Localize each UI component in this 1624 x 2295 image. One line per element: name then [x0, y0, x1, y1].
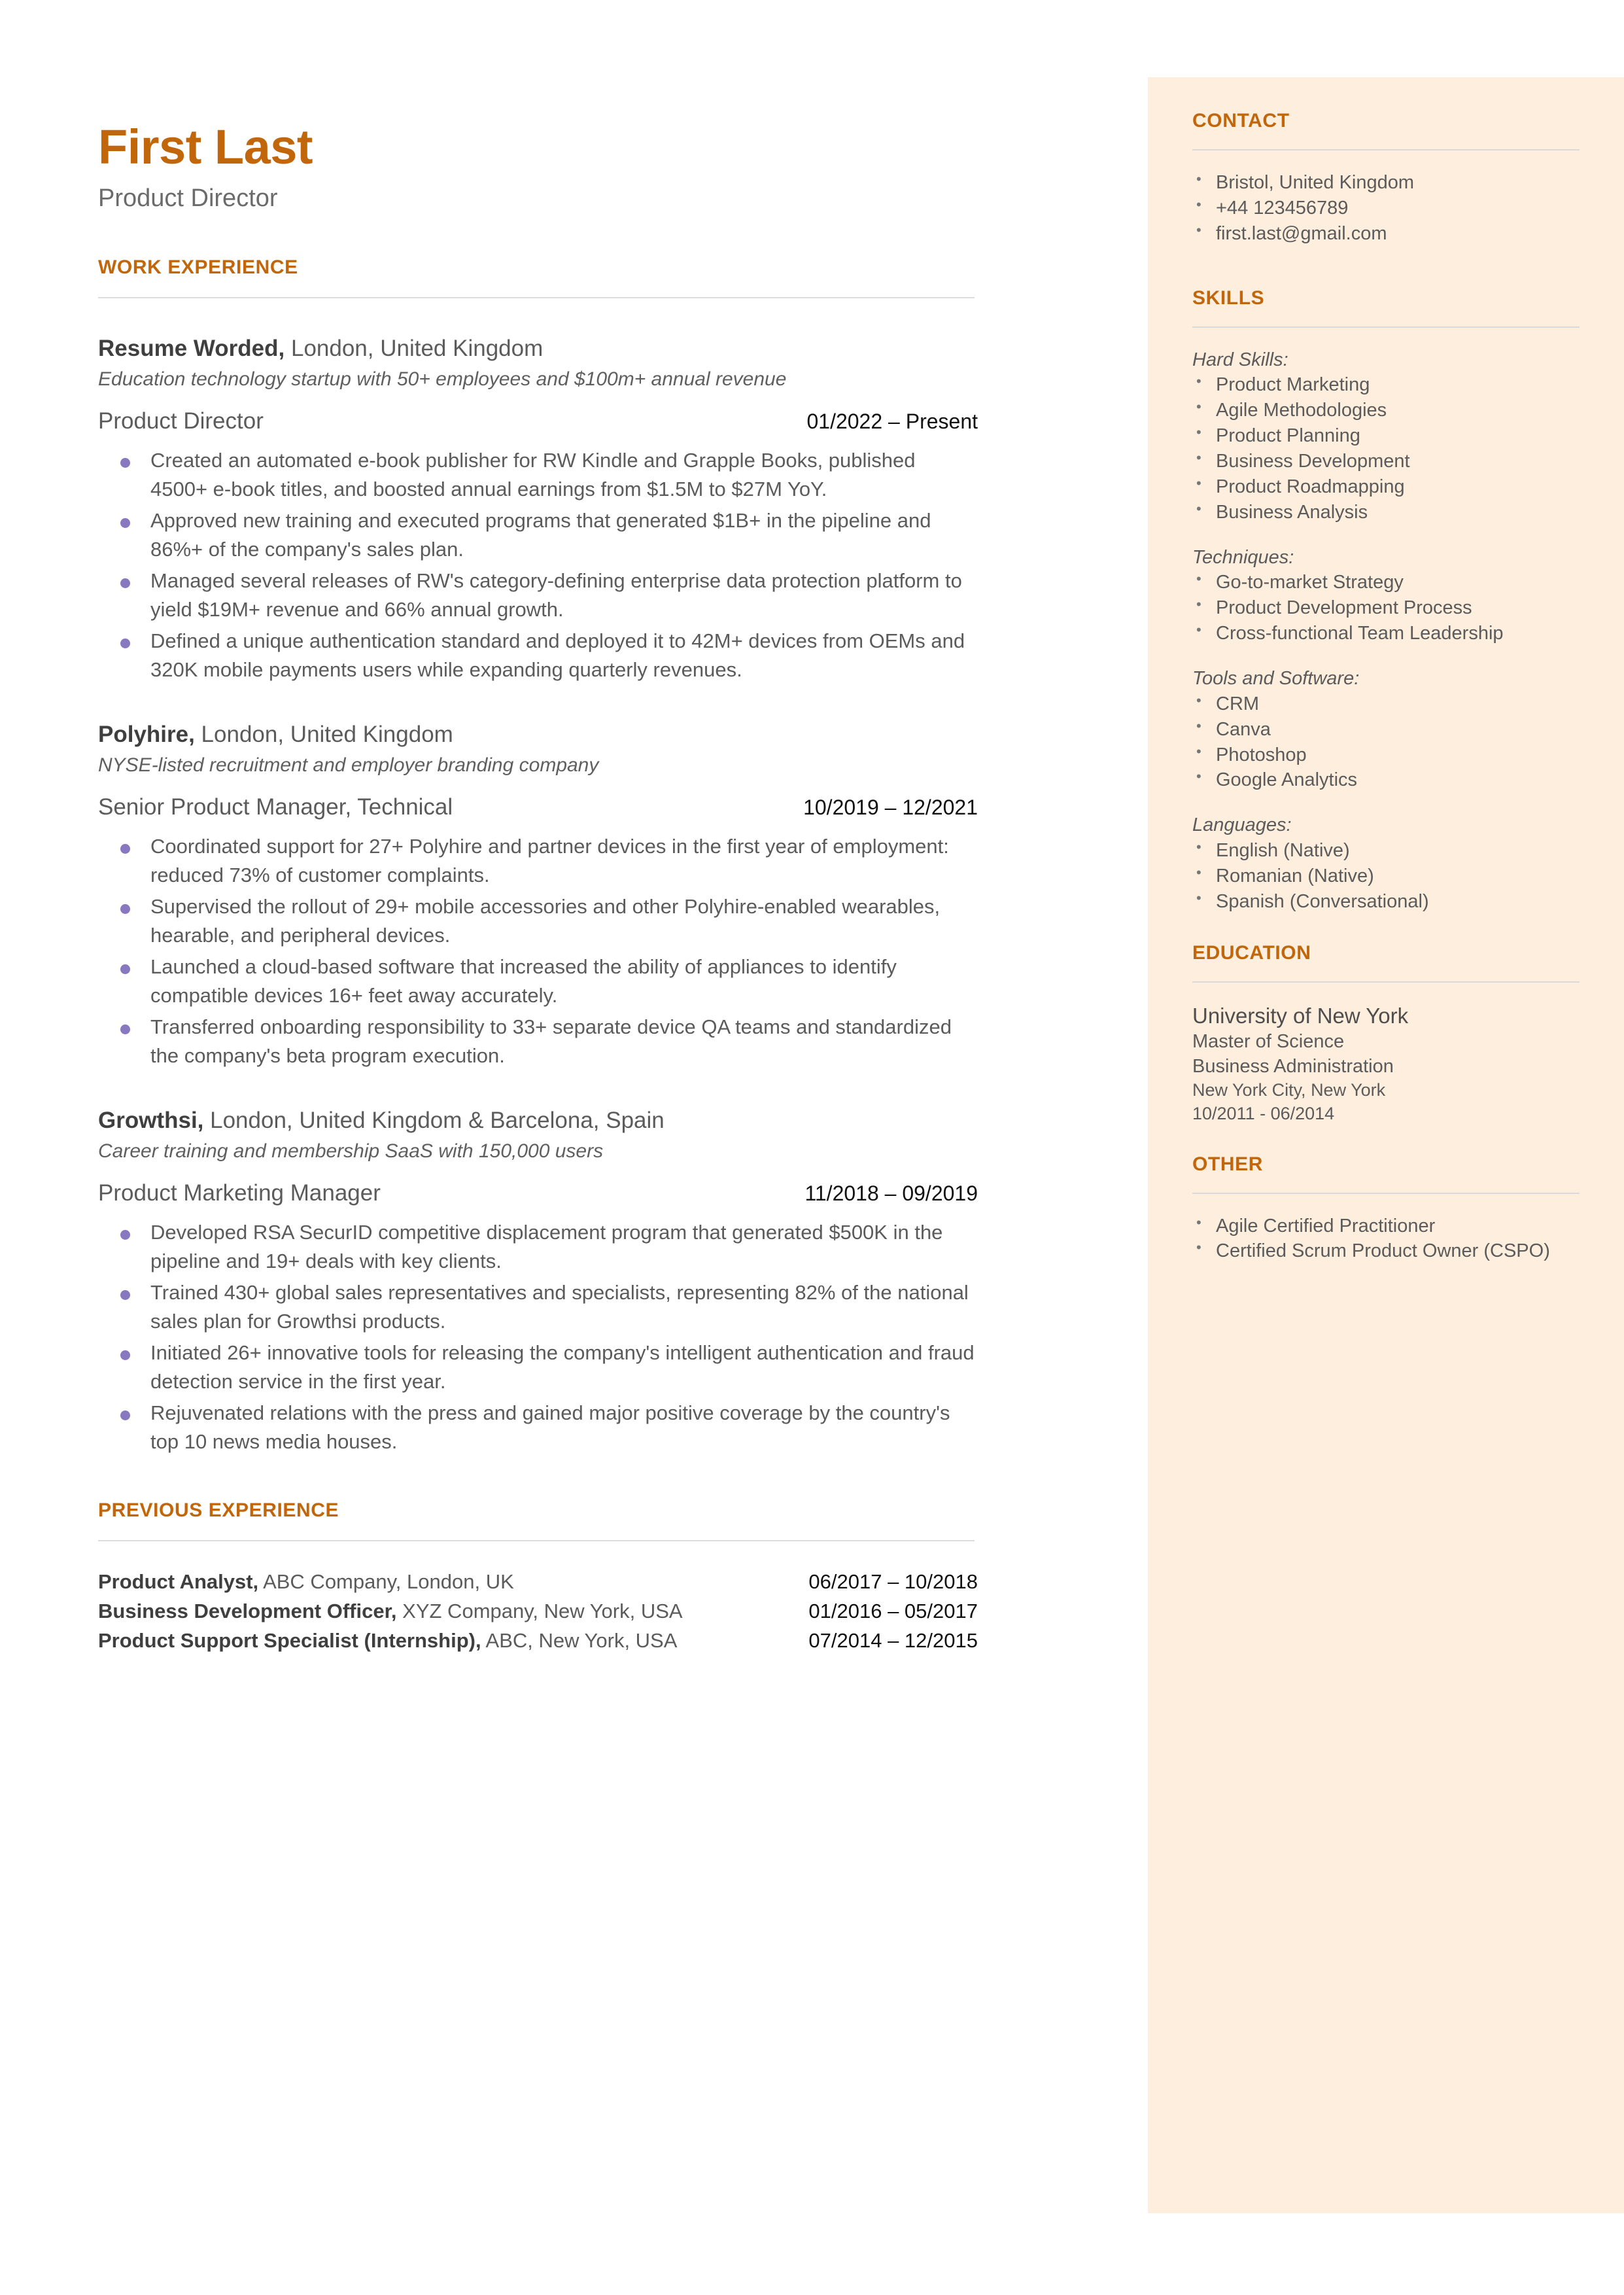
job-company-name: Resume Worded, — [98, 336, 285, 361]
job-bullet: Approved new training and executed programs that generated $1B+ in the pipeline and 86%+ of the company's sales plan. — [98, 506, 978, 564]
skills-group-list — [1192, 372, 1580, 525]
previous-role-text — [98, 1597, 683, 1626]
previous-role-title: Product Support Specialist (Internship), — [98, 1629, 481, 1653]
main-column — [98, 0, 978, 1656]
previous-role-detail: ABC, New York, USA — [481, 1629, 678, 1653]
previous-experience-heading: PREVIOUS EXPERIENCE — [98, 1499, 339, 1522]
previous-role-row — [98, 1626, 978, 1656]
job-bullet: Rejuvenated relations with the press and gained major positive coverage by the country's top 10 news media houses. — [98, 1399, 978, 1456]
education-entry — [1192, 1002, 1580, 1126]
previous-role-title: Product Analyst, — [98, 1570, 259, 1594]
job-company-name: Polyhire, — [98, 722, 195, 748]
contact-heading: CONTACT — [1192, 110, 1290, 131]
job-bullet: Created an automated e-book publisher for RW Kindle and Grapple Books, published 4500+ e-book titles, and boosted annual earnings from $1.5M to $27M YoY. — [98, 446, 978, 504]
skills-group-list — [1192, 692, 1580, 793]
job-list — [98, 335, 978, 1456]
job-bullet: Developed RSA SecurID competitive displacement program that generated $500K in the pipeline and 19+ deals with key clients. — [98, 1218, 978, 1276]
other-list — [1192, 1214, 1580, 1265]
sidebar — [1148, 77, 1624, 2213]
education-degree: Master of Science — [1192, 1031, 1345, 1052]
job-title: Product Marketing Manager — [98, 1180, 381, 1206]
skills-group-label: Hard Skills: — [1192, 349, 1288, 370]
education-field: Business Administration — [1192, 1055, 1394, 1077]
role-subtitle: Product Director — [98, 184, 278, 212]
job-company-line — [98, 335, 978, 362]
job-title: Product Director — [98, 408, 264, 434]
skill-item: • Cross-functional Team Leadership — [1192, 621, 1580, 646]
job-title-row — [98, 794, 978, 820]
skill-item: • Spanish (Conversational) — [1192, 889, 1580, 915]
education-location: New York City, New York — [1192, 1080, 1386, 1100]
previous-role-row — [98, 1597, 978, 1626]
job-company-location: London, United Kingdom — [285, 336, 544, 361]
skills-groups — [1192, 347, 1580, 915]
job-entry — [98, 1107, 978, 1456]
contact-item: • +44 123456789 — [1192, 196, 1580, 221]
skill-item: • Product Roadmapping — [1192, 474, 1580, 500]
previous-roles-list — [98, 1568, 978, 1656]
contact-item: • first.last@gmail.com — [1192, 221, 1580, 247]
skill-item: • Product Marketing — [1192, 372, 1580, 398]
job-company-location: London, United Kingdom & Barcelona, Spain — [203, 1108, 665, 1134]
other-item: • Certified Scrum Product Owner (CSPO) — [1192, 1238, 1580, 1264]
previous-role-text — [98, 1568, 514, 1597]
job-bullet: Managed several releases of RW's category-defining enterprise data protection platform to yield $19M+ revenue and 66% annual growth. — [98, 567, 978, 624]
job-bullet-list — [98, 832, 978, 1070]
skill-item: • Product Planning — [1192, 423, 1580, 449]
job-bullet: Defined a unique authentication standard and deployed it to 42M+ devices from OEMs and 320K mobile payments users while expanding quarterly revenues. — [98, 627, 978, 684]
skills-heading: SKILLS — [1192, 287, 1265, 309]
job-bullet: Launched a cloud-based software that increased the ability of appliances to identify compatible devices 16+ feet away accurately. — [98, 953, 978, 1010]
job-title-row — [98, 1180, 978, 1206]
other-item: • Agile Certified Practitioner — [1192, 1214, 1580, 1239]
previous-role-detail: ABC Company, London, UK — [258, 1570, 514, 1594]
previous-role-title: Business Development Officer, — [98, 1600, 397, 1623]
skill-item: • Agile Methodologies — [1192, 398, 1580, 423]
skill-item: • Romanian (Native) — [1192, 864, 1580, 889]
work-experience-divider — [98, 297, 975, 298]
contact-item: • Bristol, United Kingdom — [1192, 170, 1580, 196]
job-company-name: Growthsi, — [98, 1108, 204, 1134]
job-title-row — [98, 408, 978, 434]
previous-role-row — [98, 1568, 978, 1597]
job-bullet: Trained 430+ global sales representatives and specialists, representing 82% of the national sales plan for Growthsi products. — [98, 1278, 978, 1336]
job-bullet: Initiated 26+ innovative tools for releasing the company's intelligent authentication and fraud detection service in the first year. — [98, 1339, 978, 1396]
skill-item: • English (Native) — [1192, 838, 1580, 864]
job-company-blurb: NYSE-listed recruitment and employer branding company — [98, 754, 599, 777]
education-school: University of New York — [1192, 1003, 1409, 1028]
job-bullet: Supervised the rollout of 29+ mobile accessories and other Polyhire-enabled wearables, hearable, and peripheral devices. — [98, 892, 978, 950]
skill-item: • Google Analytics — [1192, 767, 1580, 793]
job-entry — [98, 721, 978, 1070]
page-title: First Last — [98, 120, 313, 174]
skills-group-list — [1192, 838, 1580, 915]
job-company-line — [98, 721, 978, 748]
job-company-blurb: Career training and membership SaaS with 150,000 users — [98, 1140, 604, 1163]
skill-item: • Product Development Process — [1192, 595, 1580, 621]
skill-item: • Business Analysis — [1192, 500, 1580, 525]
other-heading: OTHER — [1192, 1153, 1263, 1175]
previous-role-detail: XYZ Company, New York, USA — [396, 1600, 683, 1623]
job-dates: 11/2018 – 09/2019 — [804, 1182, 978, 1206]
previous-role-dates: 07/2014 – 12/2015 — [808, 1629, 978, 1653]
skills-group-label: Techniques: — [1192, 546, 1294, 568]
contact-list — [1192, 170, 1580, 247]
previous-role-dates: 06/2017 – 10/2018 — [808, 1570, 978, 1594]
previous-role-dates: 01/2016 – 05/2017 — [808, 1600, 978, 1623]
job-company-line — [98, 1107, 978, 1134]
job-dates: 10/2019 – 12/2021 — [803, 796, 978, 820]
skill-item: • Business Development — [1192, 449, 1580, 474]
job-entry — [98, 335, 978, 684]
job-bullet: Coordinated support for 27+ Polyhire and partner devices in the first year of employment: reduced 73% of customer complaints. — [98, 832, 978, 890]
job-company-blurb: Education technology startup with 50+ employees and $100m+ annual revenue — [98, 368, 787, 390]
skill-item: • CRM — [1192, 692, 1580, 717]
skill-item: • Photoshop — [1192, 743, 1580, 768]
job-bullet-list — [98, 1218, 978, 1456]
skill-item: • Go-to-market Strategy — [1192, 570, 1580, 595]
skill-item: • Canva — [1192, 717, 1580, 743]
job-bullet: Transferred onboarding responsibility to 33+ separate device QA teams and standardized the company's beta program execution. — [98, 1013, 978, 1070]
work-experience-heading: WORK EXPERIENCE — [98, 256, 298, 278]
previous-role-text — [98, 1626, 677, 1656]
skills-group-label: Tools and Software: — [1192, 668, 1360, 690]
education-heading: EDUCATION — [1192, 941, 1311, 964]
job-bullet-list — [98, 446, 978, 684]
job-title: Senior Product Manager, Technical — [98, 794, 453, 820]
education-dates: 10/2011 - 06/2014 — [1192, 1104, 1335, 1123]
job-dates: 01/2022 – Present — [806, 410, 978, 433]
skills-group-list — [1192, 570, 1580, 646]
job-company-location: London, United Kingdom — [194, 722, 453, 748]
skills-group-label: Languages: — [1192, 815, 1292, 836]
